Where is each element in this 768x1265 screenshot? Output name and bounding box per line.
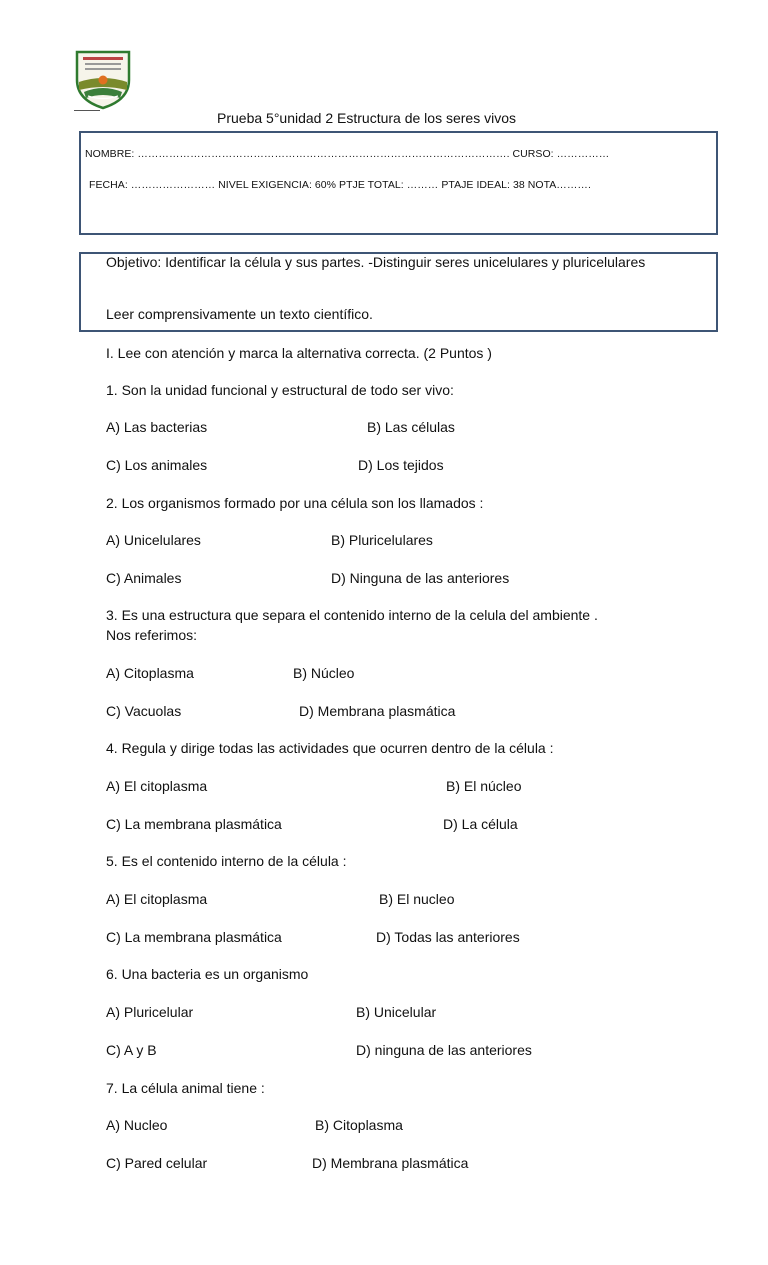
q2-option-c[interactable]: C) Animales [106,570,182,586]
q2-option-b[interactable]: B) Pluricelulares [331,532,433,548]
question-5: 5. Es el contenido interno de la célula : [106,853,347,869]
q6-option-c[interactable]: C) A y B [106,1042,157,1058]
q4-option-b[interactable]: B) El núcleo [446,778,522,794]
objective-text: Objetivo: Identificar la célula y sus partes. -Distinguir seres unicelulares y pluricelulares [106,254,646,270]
school-crest-icon [74,50,132,110]
q1-option-a[interactable]: A) Las bacterias [106,419,208,435]
q3-option-b[interactable]: B) Núcleo [293,665,355,681]
q7-option-c[interactable]: C) Pared celular [106,1155,208,1171]
q3-option-a[interactable]: A) Citoplasma [106,665,194,681]
q4-option-d[interactable]: D) La célula [443,816,518,832]
q2-option-d[interactable]: D) Ninguna de las anteriores [331,570,510,586]
fecha-nota-field[interactable]: FECHA: …………………… NIVEL EXIGENCIA: 60% PTJE TOTAL: ……… PTAJE IDEAL: 38 NOTA………. [89,179,591,191]
question-2: 2. Los organismos formado por una célula son los llamados : [106,495,484,511]
question-3: 3. Es una estructura que separa el contenido interno de la celula del ambiente . [106,607,598,623]
q4-option-a[interactable]: A) El citoplasma [106,778,208,794]
q5-option-c[interactable]: C) La membrana plasmática [106,929,282,945]
question-3-cont: Nos referimos: [106,627,198,643]
q6-option-a[interactable]: A) Pluricelular [106,1004,194,1020]
question-7: 7. La célula animal tiene : [106,1080,265,1096]
question-6: 6. Una bacteria es un organismo [106,966,309,982]
page-title: Prueba 5°unidad 2 Estructura de los seres vivos [217,110,516,126]
school-logo [74,50,132,110]
q7-option-d[interactable]: D) Membrana plasmática [312,1155,469,1171]
instructions: I. Lee con atención y marca la alternativa correcta. (2 Puntos ) [106,345,492,361]
q7-option-a[interactable]: A) Nucleo [106,1117,168,1133]
q1-option-b[interactable]: B) Las células [367,419,455,435]
q2-option-a[interactable]: A) Unicelulares [106,532,201,548]
question-1: 1. Son la unidad funcional y estructural de todo ser vivo: [106,382,454,398]
q6-option-b[interactable]: B) Unicelular [356,1004,437,1020]
q7-option-b[interactable]: B) Citoplasma [315,1117,403,1133]
q4-option-c[interactable]: C) La membrana plasmática [106,816,282,832]
q3-option-d[interactable]: D) Membrana plasmática [299,703,456,719]
q3-option-c[interactable]: C) Vacuolas [106,703,182,719]
nombre-curso-field[interactable]: NOMBRE: ……………………………………………………………………………………………. CURSO: …………… [85,148,610,160]
q1-option-d[interactable]: D) Los tejidos [358,457,444,473]
question-4: 4. Regula y dirige todas las actividades que ocurren dentro de la célula : [106,740,554,756]
logo-underline [74,110,100,111]
q5-option-b[interactable]: B) El nucleo [379,891,455,907]
objective-text-2: Leer comprensivamente un texto científico. [106,306,373,322]
q1-option-c[interactable]: C) Los animales [106,457,208,473]
q5-option-d[interactable]: D) Todas las anteriores [376,929,520,945]
q5-option-a[interactable]: A) El citoplasma [106,891,208,907]
q6-option-d[interactable]: D) ninguna de las anteriores [356,1042,532,1058]
